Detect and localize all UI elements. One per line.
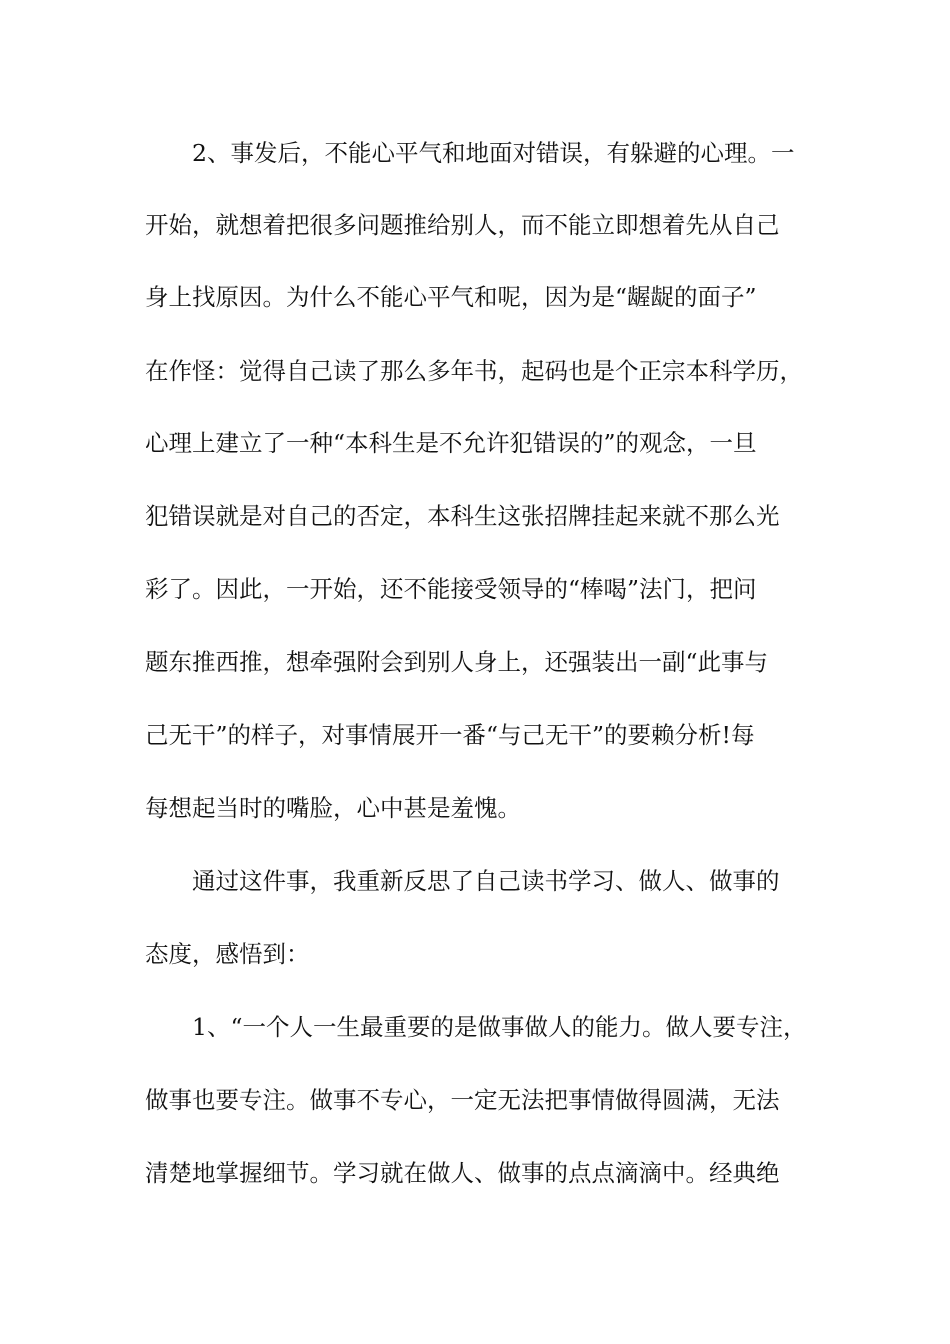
- body-text-line: 身上找原因。为什么不能心平气和呢，因为是“龌龊的面子”: [145, 283, 757, 311]
- body-text-line: 态度，感悟到：: [145, 940, 310, 968]
- body-text-line: 2、事发后，不能心平气和地面对错误，有躲避的心理。一: [192, 139, 795, 167]
- body-text-line: 做事也要专注。做事不专心，一定无法把事情做得圆满，无法: [145, 1086, 780, 1114]
- body-text-line: 题东推西推，想牵强附会到别人身上，还强装出一副“此事与: [145, 648, 769, 676]
- body-text-line: 通过这件事，我重新反思了自己读书学习、做人、做事的: [192, 867, 780, 895]
- body-text-line: 心理上建立了一种“本科生是不允许犯错误的”的观念，一旦: [145, 429, 757, 457]
- body-text-line: 在作怪：觉得自己读了那么多年书，起码也是个正宗本科学历，: [145, 357, 803, 385]
- body-text-line: 己无干”的样子，对事情展开一番“与己无干”的要赖分析!每: [145, 721, 755, 749]
- body-text-line: 1、“一个人一生最重要的是做事做人的能力。做人要专注，: [192, 1013, 807, 1041]
- body-text-line: 彩了。因此，一开始，还不能接受领导的“棒喝”法门，把问: [145, 575, 757, 603]
- body-text-line: 开始，就想着把很多问题推给别人，而不能立即想着先从自己: [145, 211, 780, 239]
- body-text-line: 犯错误就是对自己的否定，本科生这张招牌挂起来就不那么光: [145, 502, 780, 530]
- body-text-line: 清楚地掌握细节。学习就在做人、做事的点点滴滴中。经典绝: [145, 1159, 780, 1187]
- body-text-line: 每想起当时的嘴脸，心中甚是羞愧。: [145, 794, 521, 822]
